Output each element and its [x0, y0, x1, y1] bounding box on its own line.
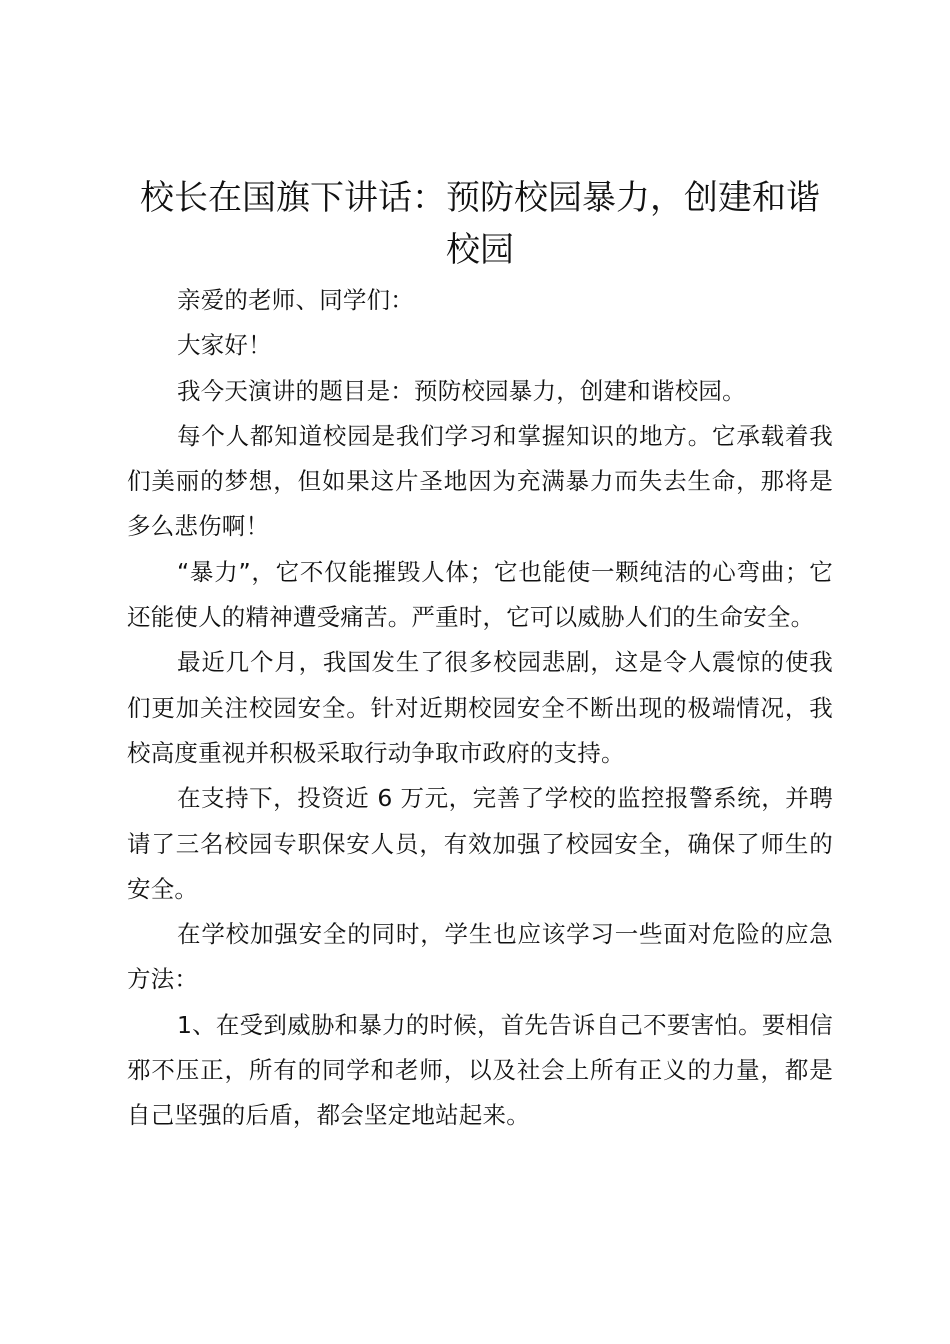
paragraph-investment: 在支持下，投资近 6 万元，完善了学校的监控报警系统，并聘请了三名校园专职保安人员，有效加强了校园安全，确保了师生的安全。 — [127, 784, 833, 903]
paragraph-recent-events: 最近几个月，我国发生了很多校园悲剧，这是令人震惊的使我们更加关注校园安全。针对近期校园安全不断出现的极端情况，我校高度重视并积极采取行动争取市政府的支持。 — [127, 648, 833, 767]
document-title: 校长在国旗下讲话：预防校园暴力，创建和谐校园 — [140, 178, 820, 270]
paragraph-method-1: 1、在受到威胁和暴力的时候，首先告诉自己不要害怕。要相信邪不压正，所有的同学和老师，以及社会上所有正义的力量，都是自己坚强的后盾，都会坚定地站起来。 — [127, 1010, 833, 1130]
paragraph-greeting: 亲爱的老师、同学们： — [177, 286, 414, 314]
paragraph-hello: 大家好！ — [177, 331, 272, 360]
paragraph-methods-intro: 在学校加强安全的同时，学生也应该学习一些面对危险的应急方法： — [127, 920, 833, 994]
document-body — [127, 172, 833, 1139]
paragraph-campus: 每个人都知道校园是我们学习和掌握知识的地方。它承载着我们美丽的梦想，但如果这片圣地因为充满暴力而失去生命，那将是多么悲伤啊！ — [127, 421, 833, 541]
paragraph-topic: 我今天演讲的题目是：预防校园暴力，创建和谐校园。 — [177, 376, 746, 405]
paragraph-violence: “暴力”，它不仅能摧毁人体；它也能使一颗纯洁的心弯曲；它还能使人的精神遭受痛苦。严重时，它可以威胁人们的生命安全。 — [127, 557, 833, 632]
